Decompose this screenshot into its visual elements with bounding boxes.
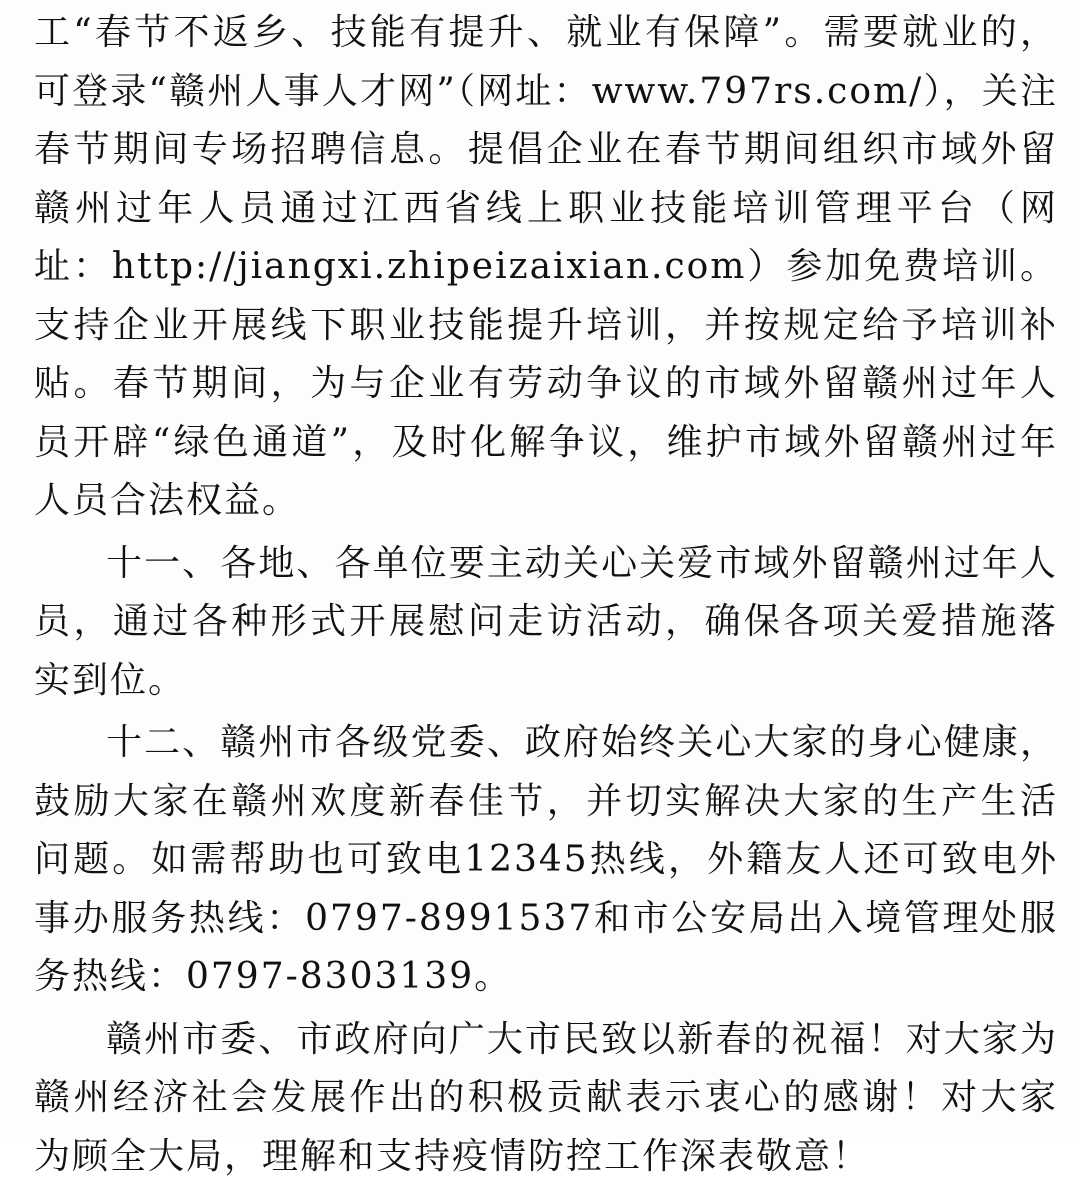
paragraph-item-twelve: 十二、赣州市各级党委、政府始终关心大家的身心健康，鼓励大家在赣州欢度新春佳节，并切实解决大家的生产生活问题。如需帮助也可致电12345热线，外籍友人还可致电外事办服务热线：0797-8991537和市公安局出入境管理处服务热线：0797-8303139。 bbox=[0, 714, 1080, 1007]
paragraph-employment-training-continuation: 工“春节不返乡、技能有提升、就业有保障”。需要就业的，可登录“赣州人事人才网”（网址：www.797rs.com/），关注春节期间专场招聘信息。提倡企业在春节期间组织市域外留赣州过年人员通过江西省线上职业技能培训管理平台（网址：http://jiangxi.zhipeizaixian.com）参加免费培训。支持企业开展线下职业技能提升培训，并按规定给予培训补贴。春节期间，为与企业有劳动争议的市域外留赣州过年人员开辟“绿色通道”，及时化解争议，维护市域外留赣州过年人员合法权益。 bbox=[0, 0, 1080, 531]
paragraph-item-eleven: 十一、各地、各单位要主动关心关爱市域外留赣州过年人员，通过各种形式开展慰问走访活动，确保各项关爱措施落实到位。 bbox=[0, 535, 1080, 711]
paragraph-closing-greetings: 赣州市委、市政府向广大市民致以新春的祝福！对大家为赣州经济社会发展作出的积极贡献表示衷心的感谢！对大家为顾全大局，理解和支持疫情防控工作深表敬意！ bbox=[0, 1011, 1080, 1186]
